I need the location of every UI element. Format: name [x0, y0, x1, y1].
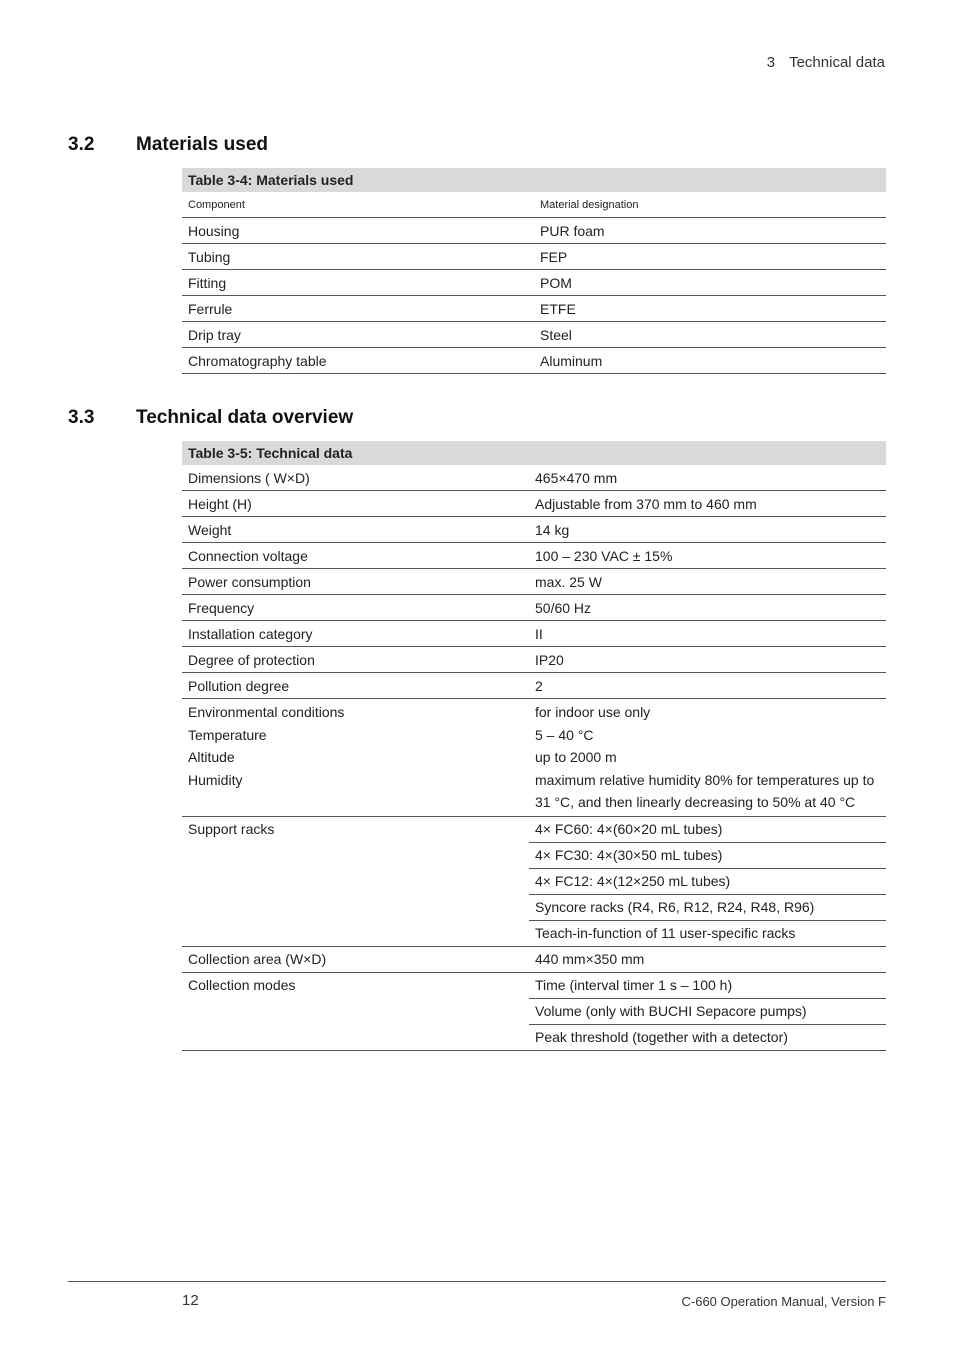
value-cell: II	[529, 621, 886, 647]
parameter-cell: Collection modes	[182, 972, 529, 1050]
material-cell: Steel	[534, 322, 886, 348]
collection-area-row	[182, 946, 886, 972]
environmental-conditions-row	[182, 699, 886, 817]
value-cell: Syncore racks (R4, R6, R12, R24, R48, R96)	[529, 894, 886, 920]
table-row	[182, 543, 886, 569]
parameter-cell: Collection area (W×D)	[182, 946, 529, 972]
table-row	[182, 647, 886, 673]
footer-rule	[68, 1281, 886, 1282]
section-number: 3.3	[68, 407, 95, 428]
table-row	[182, 296, 886, 322]
section-title: Technical data overview	[136, 407, 354, 428]
value-cell	[529, 699, 886, 817]
value-cell: 4× FC12: 4×(12×250 mL tubes)	[529, 868, 886, 894]
parameter-cell: Power consumption	[182, 569, 529, 595]
table-row	[182, 244, 886, 270]
running-header	[767, 54, 885, 71]
value-cell: IP20	[529, 647, 886, 673]
parameter-cell: Degree of protection	[182, 647, 529, 673]
component-cell: Drip tray	[182, 322, 534, 348]
table-caption: Table 3-4: Materials used	[182, 168, 886, 192]
table-row	[182, 322, 886, 348]
table-row	[182, 569, 886, 595]
table-row	[182, 465, 886, 491]
material-cell: PUR foam	[534, 218, 886, 244]
env-value: for indoor use only	[535, 704, 651, 720]
parameter-cell: Weight	[182, 517, 529, 543]
env-value: 5 – 40 °C	[535, 726, 594, 743]
material-cell: POM	[534, 270, 886, 296]
parameter-cell: Pollution degree	[182, 673, 529, 699]
section-number: 3.2	[68, 134, 95, 155]
env-value: up to 2000 m	[535, 749, 617, 765]
env-label: Humidity	[188, 771, 243, 788]
parameter-cell: Dimensions ( W×D)	[182, 465, 529, 491]
collection-modes-row	[182, 972, 886, 998]
value-cell: 440 mm×350 mm	[529, 946, 886, 972]
value-cell: max. 25 W	[529, 569, 886, 595]
env-value: maximum relative humidity 80% for temperatures up to	[535, 771, 875, 788]
table-row	[182, 218, 886, 244]
parameter-cell	[182, 699, 529, 817]
component-cell: Tubing	[182, 244, 534, 270]
parameter-cell: Height (H)	[182, 491, 529, 517]
value-cell: 50/60 Hz	[529, 595, 886, 621]
table-row	[182, 595, 886, 621]
value-cell: 465×470 mm	[529, 465, 886, 491]
env-label: Environmental conditions	[188, 704, 345, 720]
parameter-cell: Support racks	[182, 816, 529, 946]
table-header-row	[182, 192, 886, 218]
env-label: Temperature	[188, 726, 267, 743]
table-row	[182, 348, 886, 374]
table-row	[182, 517, 886, 543]
table-caption: Table 3-5: Technical data	[182, 441, 886, 465]
component-cell: Fitting	[182, 270, 534, 296]
section-heading-technical-data	[68, 407, 353, 429]
document-title: C-660 Operation Manual, Version F	[681, 1294, 886, 1309]
table-row	[182, 270, 886, 296]
env-label: Altitude	[188, 749, 235, 765]
material-cell: FEP	[534, 244, 886, 270]
value-cell: 2	[529, 673, 886, 699]
table-row	[182, 491, 886, 517]
column-header-material: Material designation	[534, 192, 886, 218]
value-cell: 4× FC30: 4×(30×50 mL tubes)	[529, 842, 886, 868]
parameter-cell: Installation category	[182, 621, 529, 647]
parameter-cell: Frequency	[182, 595, 529, 621]
value-cell: Peak threshold (together with a detector)	[529, 1024, 886, 1050]
component-cell: Housing	[182, 218, 534, 244]
value-cell: 100 – 230 VAC ± 15%	[529, 543, 886, 569]
materials-table	[182, 168, 886, 374]
value-cell: Teach-in-function of 11 user-specific racks	[529, 920, 886, 946]
table-caption-row	[182, 441, 886, 465]
technical-data-table	[182, 441, 886, 1051]
value-cell: Time (interval timer 1 s – 100 h)	[529, 972, 886, 998]
value-cell: 4× FC60: 4×(60×20 mL tubes)	[529, 816, 886, 842]
chapter-title: Technical data	[789, 54, 885, 71]
value-cell: Adjustable from 370 mm to 460 mm	[529, 491, 886, 517]
material-cell: ETFE	[534, 296, 886, 322]
chapter-number: 3	[766, 54, 776, 71]
support-racks-row	[182, 816, 886, 842]
component-cell: Chromatography table	[182, 348, 534, 374]
component-cell: Ferrule	[182, 296, 534, 322]
value-cell: Volume (only with BUCHI Sepacore pumps)	[529, 998, 886, 1024]
page-number: 12	[182, 1292, 199, 1309]
section-title: Materials used	[136, 134, 268, 155]
table-row	[182, 673, 886, 699]
value-cell: 14 kg	[529, 517, 886, 543]
section-heading-materials	[68, 134, 268, 156]
column-header-component: Component	[182, 192, 534, 218]
parameter-cell: Connection voltage	[182, 543, 529, 569]
table-row	[182, 621, 886, 647]
material-cell: Aluminum	[534, 348, 886, 374]
env-value: 31 °C, and then linearly decreasing to 50% at 40 °C	[535, 794, 856, 810]
table-caption-row	[182, 168, 886, 192]
